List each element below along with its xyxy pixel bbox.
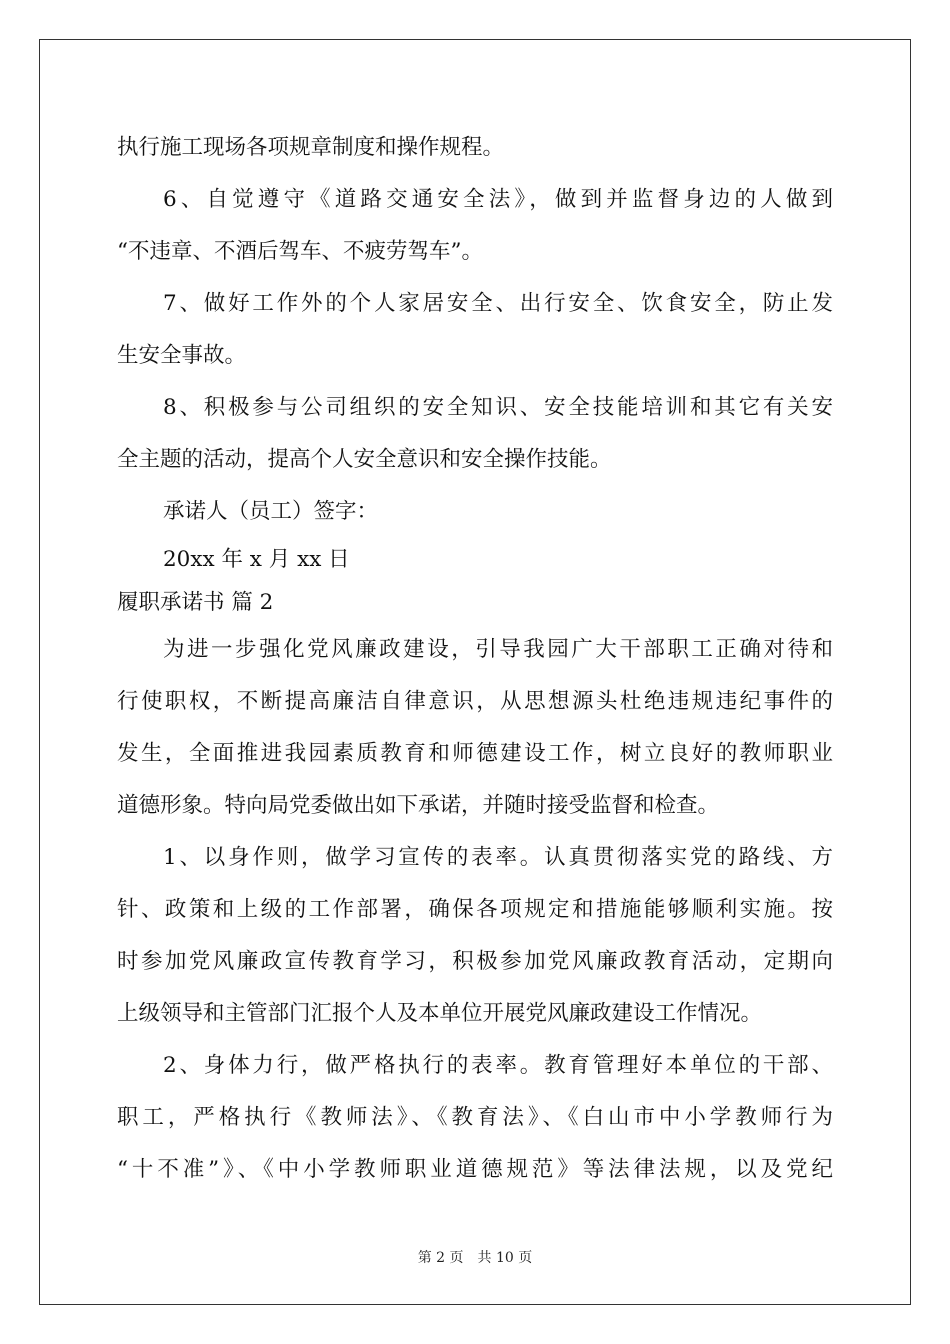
text-line: 7、做好工作外的个人家居安全、出行安全、饮食安全，防止发 <box>163 291 833 316</box>
page-number: 第 2 页 <box>417 1250 464 1266</box>
text-line: 8、积极参与公司组织的安全知识、安全技能培训和其它有关安 <box>163 395 833 420</box>
text-line: 时参加党风廉政宣传教育学习，积极参加党风廉政教育活动，定期向 <box>117 949 833 974</box>
text-line: 职工，严格执行《教师法》、《教育法》、《白山市中小学教师行为 <box>117 1105 833 1130</box>
text-line: 上级领导和主管部门汇报个人及本单位开展党风廉政建设工作情况。 <box>117 1001 763 1026</box>
document-body <box>117 122 833 1196</box>
text-line: 1、以身作则，做学习宣传的表率。认真贯彻落实党的路线、方 <box>163 845 833 870</box>
text-line: 为进一步强化党风廉政建设，引导我园广大干部职工正确对待和 <box>163 637 833 662</box>
text-line: 2、身体力行，做严格执行的表率。教育管理好本单位的干部、 <box>163 1053 833 1078</box>
page-footer <box>0 1247 950 1267</box>
text-line: 执行施工现场各项规章制度和操作规程。 <box>117 135 505 160</box>
text-line: 行使职权，不断提高廉洁自律意识，从思想源头杜绝违规违纪事件的 <box>117 689 833 714</box>
date-line: 20xx 年 x 月 xx 日 <box>163 547 350 572</box>
text-line: 针、政策和上级的工作部署，确保各项规定和措施能够顺利实施。按 <box>117 897 833 922</box>
signature-label: 承诺人（员工）签字： <box>163 499 379 524</box>
section-heading: 履职承诺书 篇 2 <box>117 590 274 615</box>
text-line: 发生，全面推进我园素质教育和师德建设工作，树立良好的教师职业 <box>117 741 833 766</box>
text-line: “不违章、不酒后驾车、不疲劳驾车”。 <box>117 239 483 264</box>
text-line: 6、自觉遵守《道路交通安全法》，做到并监督身边的人做到 <box>163 187 833 212</box>
page-total: 共 10 页 <box>477 1250 533 1266</box>
text-line: 生安全事故。 <box>117 343 247 368</box>
text-line: “十不准”》、《中小学教师职业道德规范》等法律法规，以及党纪 <box>117 1157 833 1182</box>
text-line: 全主题的活动，提高个人安全意识和安全操作技能。 <box>117 447 612 472</box>
text-line: 道德形象。特向局党委做出如下承诺，并随时接受监督和检查。 <box>117 793 720 818</box>
